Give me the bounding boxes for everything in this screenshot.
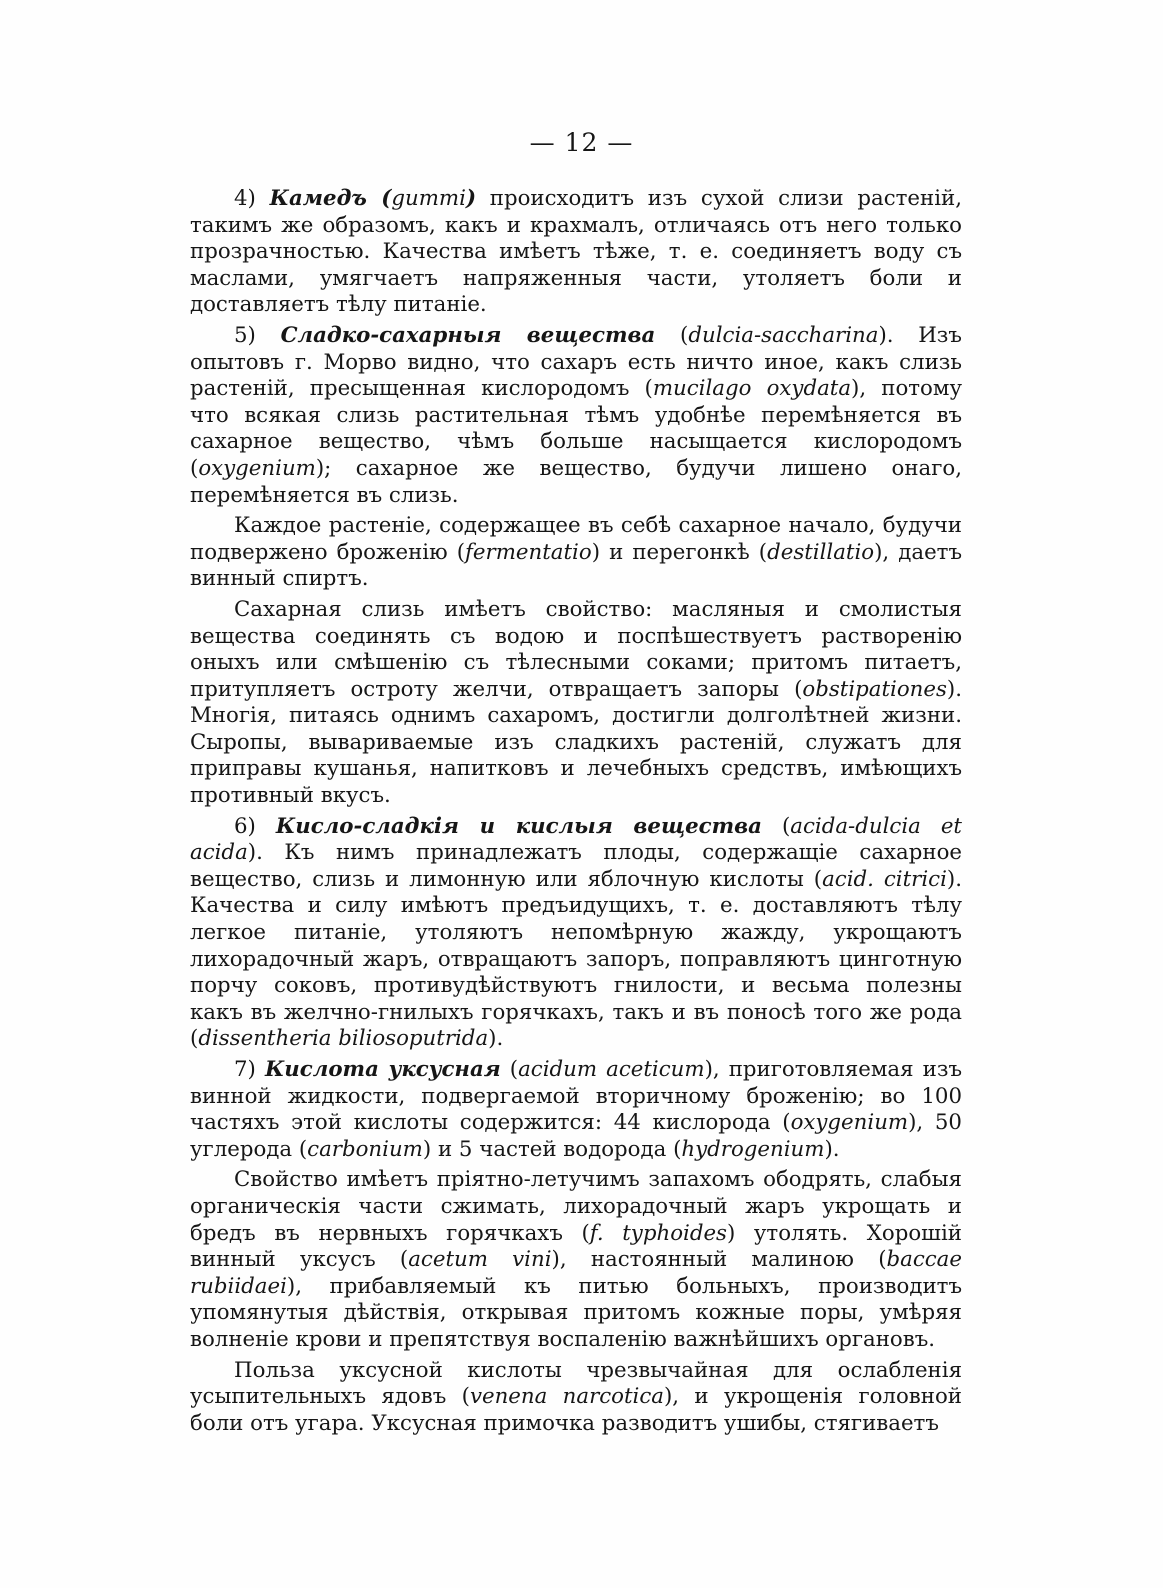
latin-term: mucilago oxydata — [652, 376, 852, 402]
text-run: происходитъ изъ сухой слизи растенiй, такимъ же образомъ, какъ и крахмалъ, отличаясь отъ него только прозрачностью. Качества имѣетъ тѣже, т. е. соединяетъ воду съ маслами, умягчаетъ напряженныя части, утоляетъ боли и доставляетъ тѣлу питанiе. — [190, 186, 962, 318]
text-run: ) и перегонкѣ ( — [591, 539, 768, 565]
latin-term: f. typhoides — [589, 1220, 727, 1246]
text-run: 6) — [234, 813, 276, 839]
latin-term: venena narcotica — [469, 1384, 664, 1410]
paragraph-acidic-substances — [190, 814, 962, 1053]
paragraph-gum — [190, 186, 962, 319]
latin-term: hydrogenium — [681, 1136, 825, 1162]
text-run: ), и укрощенiя головной боли отъ угара. Уксусная примочка разводитъ ушибы, стягиваетъ — [190, 1384, 962, 1436]
text-run: 7) — [234, 1057, 265, 1082]
paragraph-acetic-acid — [190, 1057, 962, 1163]
paragraph-vinegar-properties — [190, 1167, 962, 1353]
latin-term: destillatio — [767, 539, 875, 565]
latin-term: fermentatio — [465, 539, 592, 565]
text-run: ). Многiя, питаясь однимъ сахаромъ, достигли долголѣтней жизни. Сыропы, вывариваемые изъ сладкихъ растенiй, служатъ для приправы кушанья, напитковъ и лечебныхъ средствъ, имѣющихъ противный вкусъ. — [190, 676, 962, 809]
text-run: ), приготовляемая изъ винной жидкости, подвергаемой вторичному броженiю; во 100 частяхъ этой кислоты содержится: 44 кислорода ( — [190, 1057, 962, 1136]
latin-term: acid. citrici — [822, 866, 947, 892]
latin-term: obstipationes — [802, 676, 947, 702]
section-heading-term: Кислота уксусная — [264, 1057, 501, 1082]
text-run: ), 50 углерода ( — [190, 1110, 962, 1162]
text-run: ). — [824, 1136, 840, 1162]
text-run: ). Изъ опытовъ г. Морво видно, что сахаръ есть ничто иное, какъ слизь растенiй, пресыщенная кислородомъ ( — [190, 322, 962, 402]
latin-term: acidum aceticum — [518, 1057, 705, 1082]
text-run: ). Качества и силу имѣютъ предъидущихъ, т. е. доставляютъ тѣлу легкое питанiе, утоляютъ непомѣрную жажду, укрощаютъ лихорадочный жаръ, отвращаютъ запоръ, поправляютъ цинготную порчу соковъ, противудѣйствуютъ гнилости, и весьма полезны какъ въ желчно-гнилыхъ горячкахъ, такъ и въ поносѣ того же рода ( — [190, 866, 962, 1052]
text-run: ) и 5 частей водорода ( — [422, 1136, 682, 1162]
text-run: 5) — [234, 322, 281, 348]
latin-term: acida-dulcia et acida — [190, 813, 962, 866]
text-run: Каждое растенiе, содержащее въ себѣ сахарное начало, будучи подвержено броженiю ( — [190, 513, 962, 565]
page-number: — 12 — — [529, 128, 634, 157]
text-run: Сахарная слизь имѣетъ свойство: масляныя и смолистыя вещества соединять съ водою и поспѣшествуетъ растворенiю оныхъ или смѣшенiю съ тѣлесными соками; притомъ питаетъ, притупляетъ остроту желчи, отвращаетъ запоры ( — [190, 596, 962, 702]
text-run: ), потому что всякая слизь растительная тѣмъ удобнѣе перемѣняется въ сахарное вещество, чѣмъ больше насыщается кислородомъ ( — [190, 376, 962, 481]
body-text — [190, 186, 962, 1437]
text-run: Польза уксусной кислоты чрезвычайная для ослабленiя усыпительныхъ ядовъ ( — [190, 1357, 962, 1410]
paragraph-fermentation — [190, 513, 962, 593]
section-heading-term: Камедъ ( — [269, 186, 392, 211]
section-heading-term: Сладко-сахарныя вещества — [280, 322, 656, 348]
text-run: Свойство имѣетъ прiятно-летучимъ запахомъ ободрять, слабыя органическiя части сжимать, лихорадочный жаръ укрощать и бредъ въ нервныхъ горячкахъ ( — [190, 1167, 962, 1246]
section-heading-term: ) — [465, 186, 477, 211]
text-run: ( — [655, 322, 689, 348]
latin-term: oxygenium — [198, 455, 316, 481]
text-run: ) утолять. Хорошiй винный уксусъ ( — [190, 1220, 962, 1273]
latin-term: carbonium — [307, 1136, 423, 1162]
paragraph-sweet-substances — [190, 323, 962, 509]
section-heading-term: Кисло-сладкiя и кислыя вещества — [275, 813, 762, 839]
latin-term: oxygenium — [790, 1110, 909, 1136]
text-run: 4) — [234, 186, 270, 211]
paragraph-sugar-mucus — [190, 597, 962, 810]
text-run: ( — [761, 813, 791, 839]
latin-term: baccae rubiidaei — [190, 1247, 962, 1299]
text-run: ), прибавляемый къ питью больныхъ, производитъ упомянутыя дѣйствiя, открывая притомъ кожные поры, умѣряя волненiе крови и препятствуя воспаленiю важнѣйшихъ органовъ. — [190, 1273, 962, 1352]
text-run: ); сахарное же вещество, будучи лишено онаго, перемѣняется въ слизь. — [190, 455, 962, 508]
text-run: ), даетъ винный спиртъ. — [190, 539, 963, 592]
latin-term: acetum vini — [408, 1247, 552, 1273]
text-run: ). Къ нимъ принадлежатъ плоды, содержащiе сахарное вещество, слизь и лимонную или яблочную кислоты ( — [190, 840, 962, 892]
latin-term: dulcia-saccharina — [688, 322, 879, 348]
text-run: ( — [500, 1057, 519, 1082]
latin-term: gummi — [391, 186, 466, 211]
text-run: ). — [488, 1026, 504, 1052]
paragraph-vinegar-use — [190, 1358, 962, 1438]
latin-term: dissentheria biliosoputrida — [198, 1026, 489, 1052]
text-run: ), настоянный малиною ( — [551, 1247, 887, 1273]
